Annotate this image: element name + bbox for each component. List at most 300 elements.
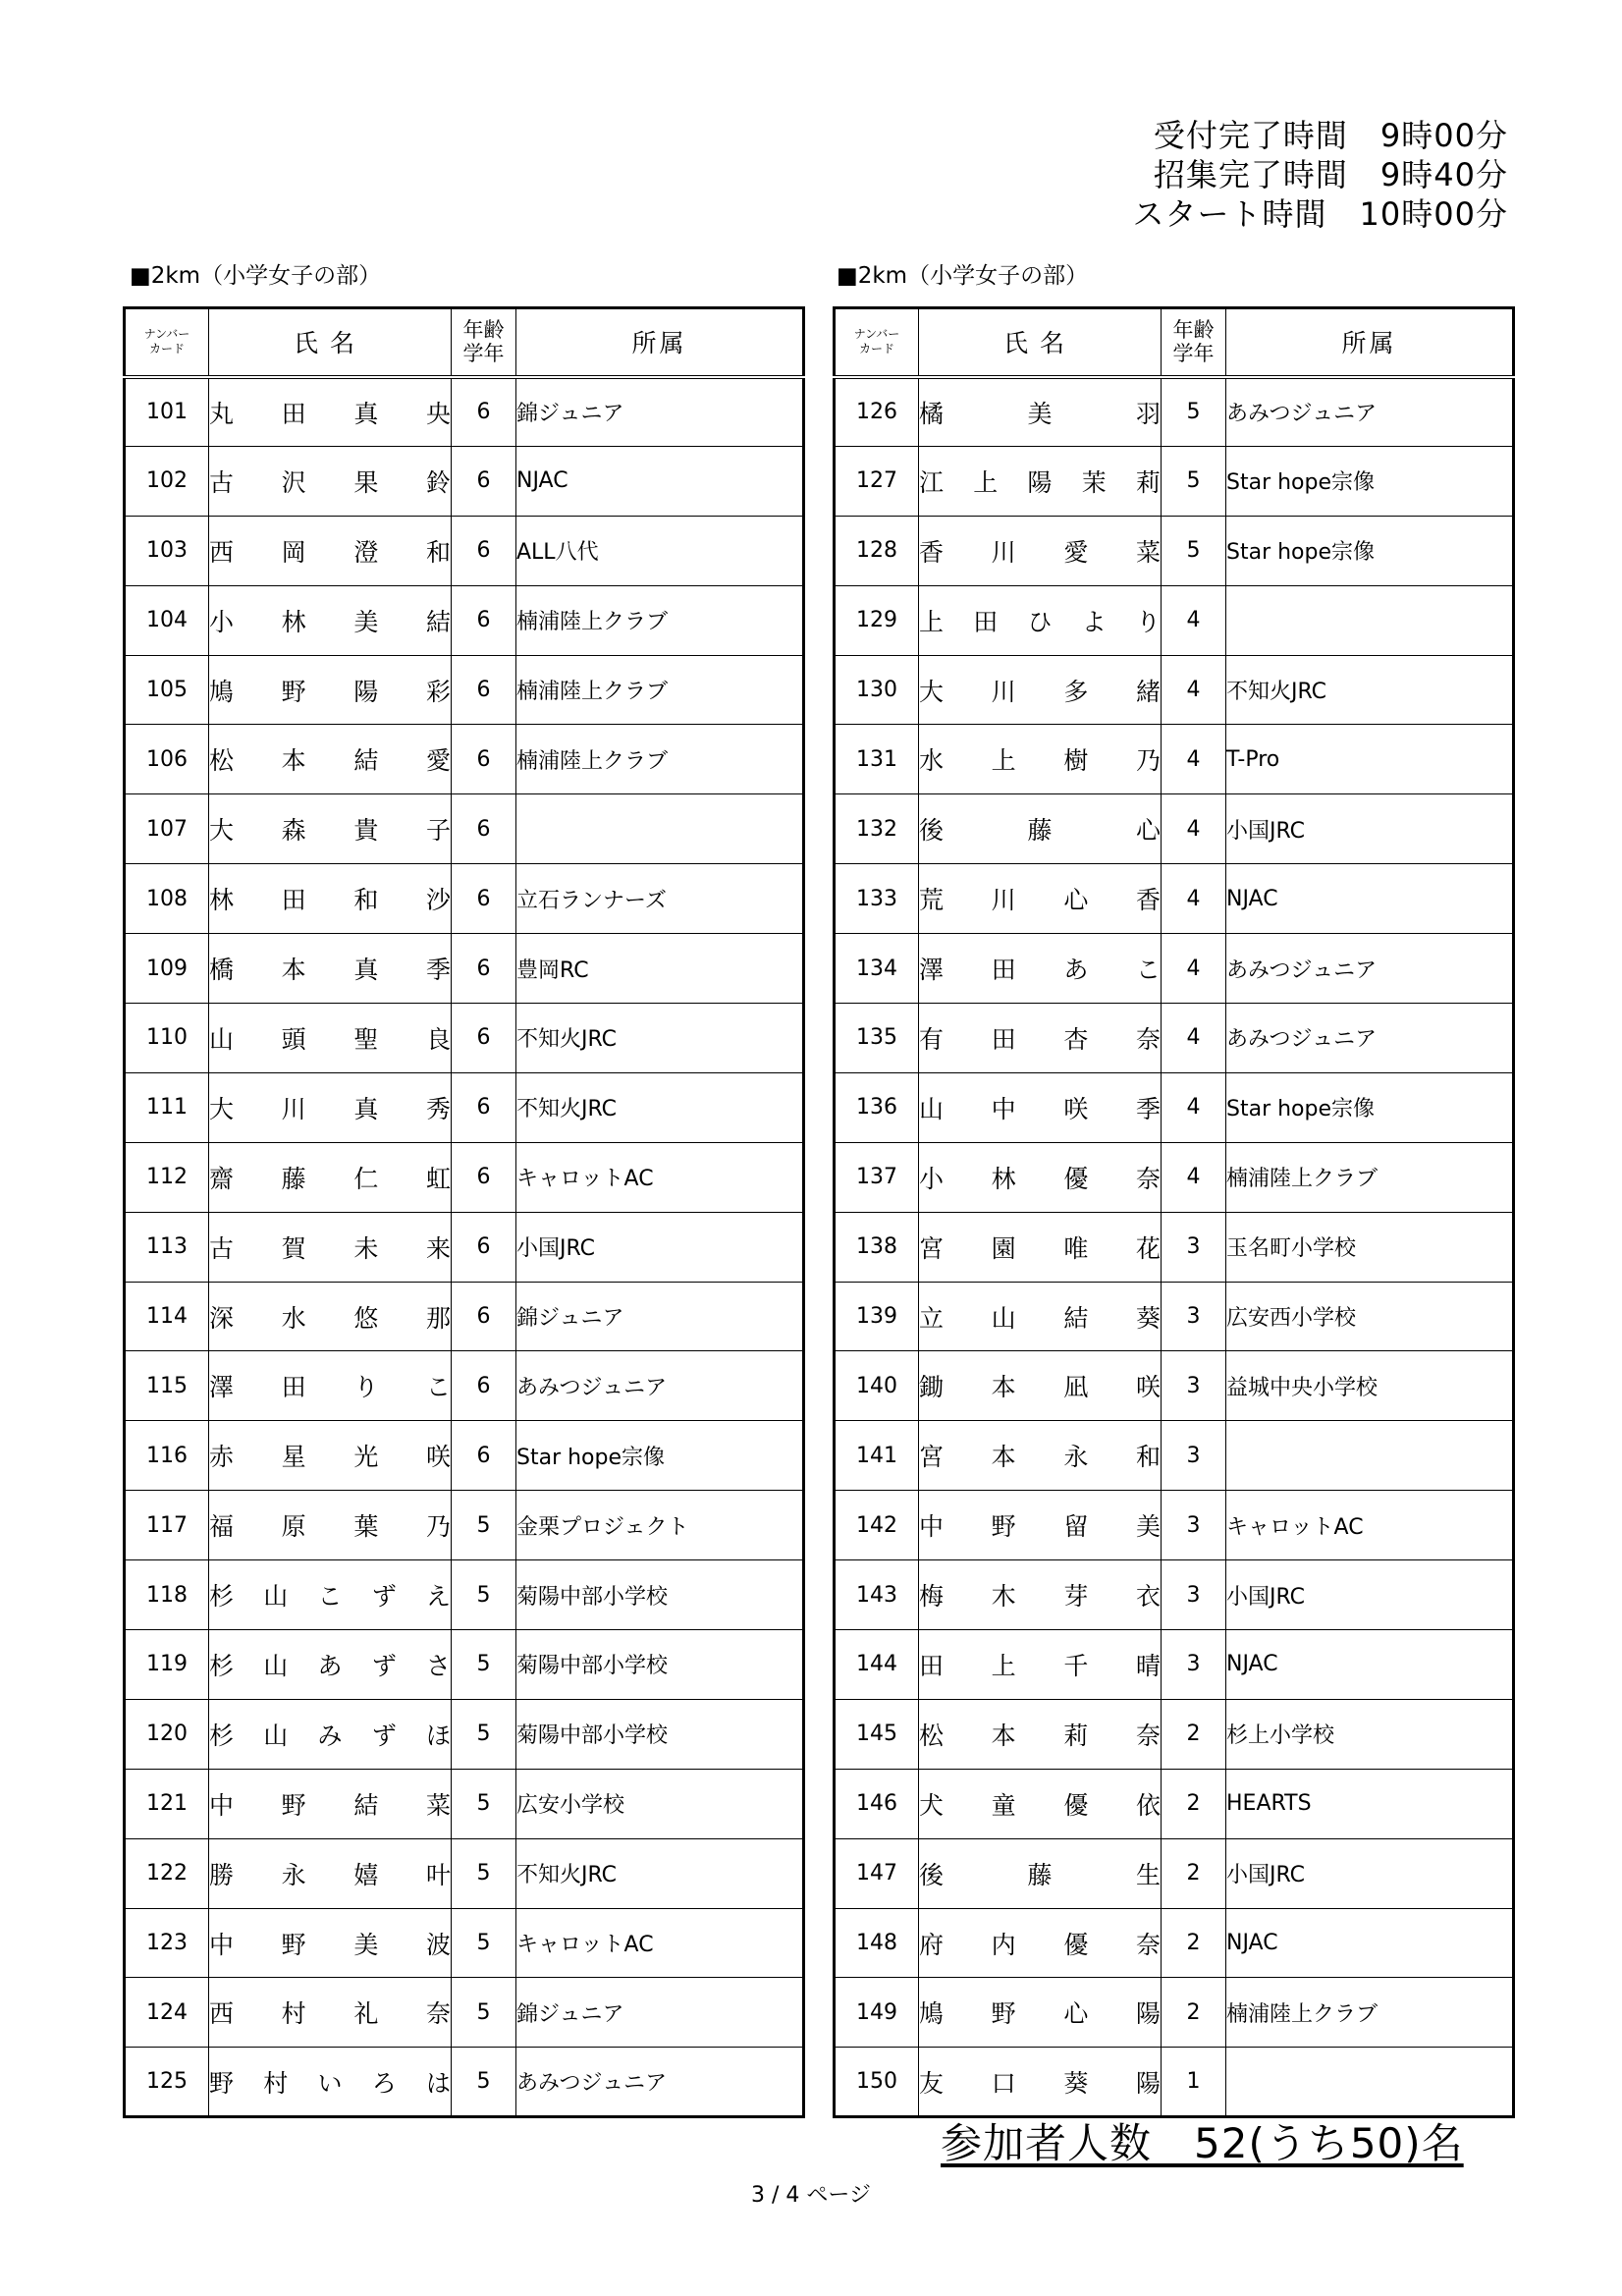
runner-name-chars bbox=[919, 1647, 1161, 1682]
runner-name-chars bbox=[919, 673, 1161, 708]
name-char: 莉 bbox=[1063, 1721, 1089, 1750]
name-char: 葵 bbox=[1135, 1303, 1161, 1333]
runner-grade: 2 bbox=[1162, 1908, 1226, 1978]
entry-number: 108 bbox=[125, 864, 209, 934]
name-char: 有 bbox=[919, 1024, 945, 1054]
name-char: ず bbox=[371, 1582, 397, 1612]
entry-number: 136 bbox=[835, 1072, 919, 1142]
table-row bbox=[125, 1421, 804, 1491]
runner-grade: 3 bbox=[1162, 1421, 1226, 1491]
runner-club: ALL八代 bbox=[516, 516, 804, 585]
name-char: 嬉 bbox=[353, 1860, 379, 1889]
schedule-times bbox=[1133, 116, 1508, 234]
runner-club: 錦ジュニア bbox=[516, 1282, 804, 1351]
table-row bbox=[835, 794, 1514, 864]
table-row bbox=[125, 516, 804, 585]
runner-club: 小国JRC bbox=[516, 1212, 804, 1282]
table-row bbox=[125, 1212, 804, 1282]
name-char: 江 bbox=[919, 467, 945, 497]
name-char: 赤 bbox=[209, 1443, 235, 1472]
table-row bbox=[835, 1282, 1514, 1351]
header-number-line2: カード bbox=[858, 342, 894, 356]
name-char: 来 bbox=[425, 1233, 451, 1263]
runner-name bbox=[919, 934, 1162, 1004]
section-label-left: ■2km（小学女子の部） bbox=[130, 263, 382, 289]
name-char: 村 bbox=[281, 1999, 306, 2029]
runner-name-chars bbox=[209, 1020, 451, 1056]
name-char: 結 bbox=[353, 1790, 379, 1820]
name-char: 美 bbox=[1135, 1512, 1161, 1542]
name-char: 沢 bbox=[281, 467, 306, 497]
runner-name bbox=[209, 725, 452, 794]
name-char: 貴 bbox=[353, 816, 379, 846]
runner-name bbox=[919, 516, 1162, 585]
name-char: 田 bbox=[281, 1373, 306, 1402]
entry-number: 131 bbox=[835, 725, 919, 794]
name-char: 大 bbox=[209, 1094, 235, 1123]
runner-name bbox=[209, 1978, 452, 2048]
runner-name-chars bbox=[919, 1856, 1161, 1891]
runner-grade: 6 bbox=[452, 1282, 516, 1351]
entry-number: 102 bbox=[125, 446, 209, 516]
runner-name bbox=[209, 864, 452, 934]
name-char: 鳩 bbox=[209, 677, 235, 706]
entry-number: 135 bbox=[835, 1004, 919, 1073]
runner-name bbox=[919, 1142, 1162, 1212]
entry-number: 144 bbox=[835, 1630, 919, 1700]
runner-name-chars bbox=[209, 1507, 451, 1543]
runner-name-chars bbox=[919, 1786, 1161, 1822]
runner-club: 豊岡RC bbox=[516, 934, 804, 1004]
name-char: 生 bbox=[1135, 1860, 1161, 1889]
name-char: 季 bbox=[1135, 1094, 1161, 1123]
name-char: 光 bbox=[353, 1443, 379, 1472]
name-char: こ bbox=[425, 1373, 451, 1402]
header-grade-line1: 年齢 bbox=[462, 318, 505, 343]
name-char: 川 bbox=[991, 537, 1016, 567]
table-row bbox=[835, 1142, 1514, 1212]
runner-club: Star hope宗像 bbox=[1226, 516, 1514, 585]
name-char: 心 bbox=[1135, 816, 1161, 846]
runner-grade: 2 bbox=[1162, 1699, 1226, 1769]
entry-number: 114 bbox=[125, 1282, 209, 1351]
runner-name bbox=[209, 1908, 452, 1978]
runner-name bbox=[919, 1212, 1162, 1282]
header-grade-line2: 学年 bbox=[1172, 342, 1215, 366]
entry-number: 113 bbox=[125, 1212, 209, 1282]
name-char: 後 bbox=[919, 816, 945, 846]
runner-club: あみつジュニア bbox=[516, 2048, 804, 2117]
name-char: 奈 bbox=[1135, 1930, 1161, 1959]
runner-grade: 4 bbox=[1162, 934, 1226, 1004]
table-row bbox=[125, 1004, 804, 1073]
start-time: スタート時間 10時00分 bbox=[1132, 195, 1508, 233]
name-char: 荒 bbox=[919, 886, 945, 915]
runner-name bbox=[209, 1838, 452, 1908]
name-char: 結 bbox=[425, 607, 451, 636]
runner-name-chars bbox=[919, 811, 1161, 847]
runner-name bbox=[919, 1351, 1162, 1421]
runner-grade: 6 bbox=[452, 1212, 516, 1282]
table-row bbox=[835, 934, 1514, 1004]
runner-name-chars bbox=[209, 673, 451, 708]
runner-club: Star hope宗像 bbox=[516, 1421, 804, 1491]
roster-table-right bbox=[833, 306, 1515, 2118]
name-char: 杉 bbox=[209, 1651, 235, 1680]
name-char: 齋 bbox=[209, 1164, 235, 1193]
runner-name-chars bbox=[209, 1856, 451, 1891]
name-char: 愛 bbox=[1063, 537, 1089, 567]
name-char: り bbox=[1135, 607, 1161, 636]
runner-club: 益城中央小学校 bbox=[1226, 1351, 1514, 1421]
name-char: 茉 bbox=[1081, 467, 1107, 497]
name-char: 中 bbox=[209, 1930, 235, 1959]
name-char: 千 bbox=[1063, 1651, 1089, 1680]
name-char: 田 bbox=[281, 399, 306, 428]
table-header-row bbox=[835, 308, 1514, 377]
name-char: 橋 bbox=[209, 956, 235, 985]
runner-grade: 4 bbox=[1162, 1072, 1226, 1142]
runner-club: NJAC bbox=[1226, 1908, 1514, 1978]
table-row bbox=[835, 1212, 1514, 1282]
runner-grade: 3 bbox=[1162, 1560, 1226, 1630]
name-char: 虹 bbox=[425, 1164, 451, 1193]
runner-name bbox=[919, 1072, 1162, 1142]
runner-club: NJAC bbox=[516, 446, 804, 516]
runner-name bbox=[919, 794, 1162, 864]
name-char: 野 bbox=[991, 1512, 1016, 1542]
runner-grade: 6 bbox=[452, 1072, 516, 1142]
runner-name bbox=[919, 1699, 1162, 1769]
runner-name-chars bbox=[919, 1438, 1161, 1473]
runner-name-chars bbox=[919, 1160, 1161, 1195]
table-row bbox=[835, 1908, 1514, 1978]
runner-club: 菊陽中部小学校 bbox=[516, 1560, 804, 1630]
runner-grade: 6 bbox=[452, 1351, 516, 1421]
entry-number: 145 bbox=[835, 1699, 919, 1769]
runner-club: 不知火JRC bbox=[516, 1004, 804, 1073]
runner-grade: 5 bbox=[452, 1560, 516, 1630]
name-char: 奈 bbox=[1135, 1024, 1161, 1054]
runner-name-chars bbox=[919, 1090, 1161, 1125]
entry-number: 123 bbox=[125, 1908, 209, 1978]
name-char: 水 bbox=[281, 1303, 306, 1333]
runner-name bbox=[209, 585, 452, 655]
runner-name-chars bbox=[919, 1230, 1161, 1265]
name-char: 永 bbox=[1063, 1443, 1089, 1472]
runner-name-chars bbox=[209, 1717, 451, 1752]
header-grade bbox=[452, 308, 516, 377]
entry-number: 126 bbox=[835, 377, 919, 447]
header-name: 氏名 bbox=[209, 308, 452, 377]
name-char: 澤 bbox=[919, 956, 945, 985]
runner-name-chars bbox=[919, 464, 1161, 499]
runner-grade: 1 bbox=[1162, 2048, 1226, 2117]
name-char: さ bbox=[425, 1651, 451, 1680]
name-char: 田 bbox=[973, 607, 999, 636]
name-char: 木 bbox=[991, 1582, 1016, 1612]
runner-name bbox=[209, 446, 452, 516]
name-char: 杏 bbox=[1063, 1024, 1089, 1054]
name-char: 美 bbox=[1027, 399, 1053, 428]
name-char: 中 bbox=[991, 1094, 1016, 1123]
runner-name bbox=[209, 2048, 452, 2117]
name-char: 本 bbox=[991, 1373, 1016, 1402]
table-row bbox=[125, 377, 804, 447]
runner-grade: 3 bbox=[1162, 1491, 1226, 1560]
table-row bbox=[835, 864, 1514, 934]
runner-grade: 5 bbox=[452, 2048, 516, 2117]
table-row bbox=[835, 1072, 1514, 1142]
runner-grade: 3 bbox=[1162, 1351, 1226, 1421]
call-time: 招集完了時間 9時40分 bbox=[1153, 156, 1508, 193]
table-row bbox=[835, 725, 1514, 794]
runner-grade: 2 bbox=[1162, 1769, 1226, 1838]
entry-number: 146 bbox=[835, 1769, 919, 1838]
name-char: 乃 bbox=[1135, 746, 1161, 776]
runner-name bbox=[209, 1072, 452, 1142]
runner-grade: 5 bbox=[452, 1838, 516, 1908]
header-grade-line1: 年齢 bbox=[1172, 318, 1215, 343]
entry-number: 104 bbox=[125, 585, 209, 655]
name-char: こ bbox=[317, 1582, 343, 1612]
table-row bbox=[125, 1282, 804, 1351]
name-char: 園 bbox=[991, 1233, 1016, 1263]
runner-name-chars bbox=[209, 1926, 451, 1961]
runner-club: 楠浦陸上クラブ bbox=[516, 585, 804, 655]
runner-club: キャロットAC bbox=[516, 1908, 804, 1978]
table-row bbox=[125, 1699, 804, 1769]
name-char: ひ bbox=[1027, 607, 1053, 636]
runner-name bbox=[209, 794, 452, 864]
name-char: 和 bbox=[425, 537, 451, 567]
entry-number: 125 bbox=[125, 2048, 209, 2117]
name-char: 大 bbox=[209, 816, 235, 846]
table-row bbox=[835, 1978, 1514, 2048]
runner-name bbox=[209, 1351, 452, 1421]
runner-club: 不知火JRC bbox=[516, 1838, 804, 1908]
runner-club: 立石ランナーズ bbox=[516, 864, 804, 934]
name-char: 府 bbox=[919, 1930, 945, 1959]
runner-club: 不知火JRC bbox=[516, 1072, 804, 1142]
runner-grade: 3 bbox=[1162, 1630, 1226, 1700]
entry-number: 130 bbox=[835, 655, 919, 725]
name-char: 本 bbox=[281, 746, 306, 776]
name-char: ず bbox=[371, 1721, 397, 1750]
table-row bbox=[835, 1769, 1514, 1838]
runner-grade: 6 bbox=[452, 864, 516, 934]
name-char: 小 bbox=[209, 607, 235, 636]
name-char: 良 bbox=[425, 1024, 451, 1054]
runner-name bbox=[209, 377, 452, 447]
entry-number: 124 bbox=[125, 1978, 209, 2048]
name-char: 本 bbox=[281, 956, 306, 985]
runner-club: 楠浦陸上クラブ bbox=[1226, 1978, 1514, 2048]
runner-name-chars bbox=[919, 1995, 1161, 2030]
name-char: 永 bbox=[281, 1860, 306, 1889]
name-char: 留 bbox=[1063, 1512, 1089, 1542]
table-row bbox=[125, 794, 804, 864]
entry-number: 101 bbox=[125, 377, 209, 447]
runner-grade: 5 bbox=[452, 1978, 516, 2048]
name-char: 丸 bbox=[209, 399, 235, 428]
table-row bbox=[125, 2048, 804, 2117]
name-char: 本 bbox=[991, 1443, 1016, 1472]
name-char: あ bbox=[317, 1651, 343, 1680]
table-row bbox=[125, 1978, 804, 2048]
table-row bbox=[835, 1838, 1514, 1908]
table-row bbox=[125, 1769, 804, 1838]
table-row bbox=[125, 725, 804, 794]
name-char: 犬 bbox=[919, 1790, 945, 1820]
runner-name-chars bbox=[209, 1090, 451, 1125]
name-char: 和 bbox=[353, 886, 379, 915]
name-char: 中 bbox=[209, 1790, 235, 1820]
runner-name bbox=[919, 2048, 1162, 2117]
runner-name bbox=[209, 1421, 452, 1491]
runner-name-chars bbox=[919, 1717, 1161, 1752]
name-char: 田 bbox=[991, 956, 1016, 985]
entry-number: 109 bbox=[125, 934, 209, 1004]
runner-name bbox=[919, 864, 1162, 934]
name-char: 鳩 bbox=[919, 1999, 945, 2029]
table-row bbox=[125, 1491, 804, 1560]
name-char: 優 bbox=[1063, 1164, 1089, 1193]
entry-number: 107 bbox=[125, 794, 209, 864]
runner-name-chars bbox=[919, 533, 1161, 569]
entry-number: 148 bbox=[835, 1908, 919, 1978]
name-char: 未 bbox=[353, 1233, 379, 1263]
participant-total: 参加者人数 52(うち50)名 bbox=[941, 2119, 1464, 2167]
name-char: 真 bbox=[353, 956, 379, 985]
name-char: 星 bbox=[281, 1443, 306, 1472]
runner-grade: 5 bbox=[452, 1630, 516, 1700]
runner-club: T-Pro bbox=[1226, 725, 1514, 794]
name-char: み bbox=[317, 1721, 343, 1750]
runner-name bbox=[919, 1421, 1162, 1491]
runner-club: 広安西小学校 bbox=[1226, 1282, 1514, 1351]
runner-name bbox=[209, 1142, 452, 1212]
runner-grade: 4 bbox=[1162, 655, 1226, 725]
runner-name bbox=[209, 1699, 452, 1769]
name-char: 本 bbox=[991, 1721, 1016, 1750]
runner-name-chars bbox=[919, 603, 1161, 638]
name-char: 仁 bbox=[353, 1164, 379, 1193]
name-char: こ bbox=[1135, 956, 1161, 985]
reception-time: 受付完了時間 9時00分 bbox=[1153, 117, 1508, 154]
name-char: 咲 bbox=[425, 1443, 451, 1472]
runner-name-chars bbox=[209, 603, 451, 638]
name-char: え bbox=[425, 1582, 451, 1612]
runner-club: 広安小学校 bbox=[516, 1769, 804, 1838]
name-char: 野 bbox=[281, 1930, 306, 1959]
runner-name bbox=[209, 516, 452, 585]
name-char: 中 bbox=[919, 1512, 945, 1542]
name-char: 林 bbox=[209, 886, 235, 915]
header-number-card bbox=[125, 308, 209, 377]
runner-name-chars bbox=[209, 1786, 451, 1822]
name-char: 福 bbox=[209, 1512, 235, 1542]
name-char: 沙 bbox=[425, 886, 451, 915]
name-char: 澄 bbox=[353, 537, 379, 567]
runner-grade: 4 bbox=[1162, 585, 1226, 655]
header-grade-line2: 学年 bbox=[462, 342, 505, 366]
runner-name-chars bbox=[209, 464, 451, 499]
name-char: 美 bbox=[353, 607, 379, 636]
runner-name-chars bbox=[919, 1299, 1161, 1335]
entry-number: 139 bbox=[835, 1282, 919, 1351]
entry-number: 138 bbox=[835, 1212, 919, 1282]
table-row bbox=[835, 1699, 1514, 1769]
runner-grade: 5 bbox=[1162, 377, 1226, 447]
name-char: 友 bbox=[919, 2068, 945, 2098]
name-char: 花 bbox=[1135, 1233, 1161, 1263]
table-row bbox=[125, 1072, 804, 1142]
runner-grade: 2 bbox=[1162, 1978, 1226, 2048]
name-char: 上 bbox=[991, 746, 1016, 776]
name-char: 山 bbox=[919, 1094, 945, 1123]
name-char: 多 bbox=[1063, 677, 1089, 706]
name-char: 陽 bbox=[1027, 467, 1053, 497]
name-char: 凪 bbox=[1063, 1373, 1089, 1402]
name-char: 奈 bbox=[1135, 1164, 1161, 1193]
runner-grade: 4 bbox=[1162, 725, 1226, 794]
table-row bbox=[125, 934, 804, 1004]
entry-number: 141 bbox=[835, 1421, 919, 1491]
runner-name bbox=[919, 1491, 1162, 1560]
table-row bbox=[835, 1491, 1514, 1560]
name-char: 古 bbox=[209, 1233, 235, 1263]
runner-name-chars bbox=[919, 395, 1161, 430]
name-char: 美 bbox=[353, 1930, 379, 1959]
name-char: 秀 bbox=[425, 1094, 451, 1123]
name-char: 央 bbox=[425, 399, 451, 428]
name-char: 小 bbox=[919, 1164, 945, 1193]
name-char: 童 bbox=[991, 1790, 1016, 1820]
entry-number: 115 bbox=[125, 1351, 209, 1421]
page-number: 3 / 4 ページ bbox=[751, 2183, 871, 2208]
runner-club: NJAC bbox=[1226, 1630, 1514, 1700]
runner-grade: 3 bbox=[1162, 1282, 1226, 1351]
runner-grade: 4 bbox=[1162, 794, 1226, 864]
entry-number: 110 bbox=[125, 1004, 209, 1073]
name-char: 奈 bbox=[425, 1999, 451, 2029]
runner-club: 玉名町小学校 bbox=[1226, 1212, 1514, 1282]
name-char: 唯 bbox=[1063, 1233, 1089, 1263]
runner-club: あみつジュニア bbox=[516, 1351, 804, 1421]
name-char: 波 bbox=[425, 1930, 451, 1959]
name-char: 聖 bbox=[353, 1024, 379, 1054]
name-char: 山 bbox=[991, 1303, 1016, 1333]
runner-club: あみつジュニア bbox=[1226, 934, 1514, 1004]
name-char: 緒 bbox=[1135, 677, 1161, 706]
runner-name-chars bbox=[919, 2064, 1161, 2100]
name-char: 川 bbox=[991, 677, 1016, 706]
entry-number: 133 bbox=[835, 864, 919, 934]
name-char: 菜 bbox=[1135, 537, 1161, 567]
name-char: 原 bbox=[281, 1512, 306, 1542]
roster-table-left bbox=[123, 306, 805, 2118]
name-char: ず bbox=[371, 1651, 397, 1680]
runner-grade: 5 bbox=[452, 1491, 516, 1560]
entry-number: 134 bbox=[835, 934, 919, 1004]
runner-club: 金栗プロジェクト bbox=[516, 1491, 804, 1560]
name-char: は bbox=[425, 2068, 451, 2098]
name-char: 野 bbox=[209, 2068, 235, 2098]
table-row bbox=[835, 446, 1514, 516]
runner-name-chars bbox=[919, 1577, 1161, 1613]
name-char: 羽 bbox=[1135, 399, 1161, 428]
